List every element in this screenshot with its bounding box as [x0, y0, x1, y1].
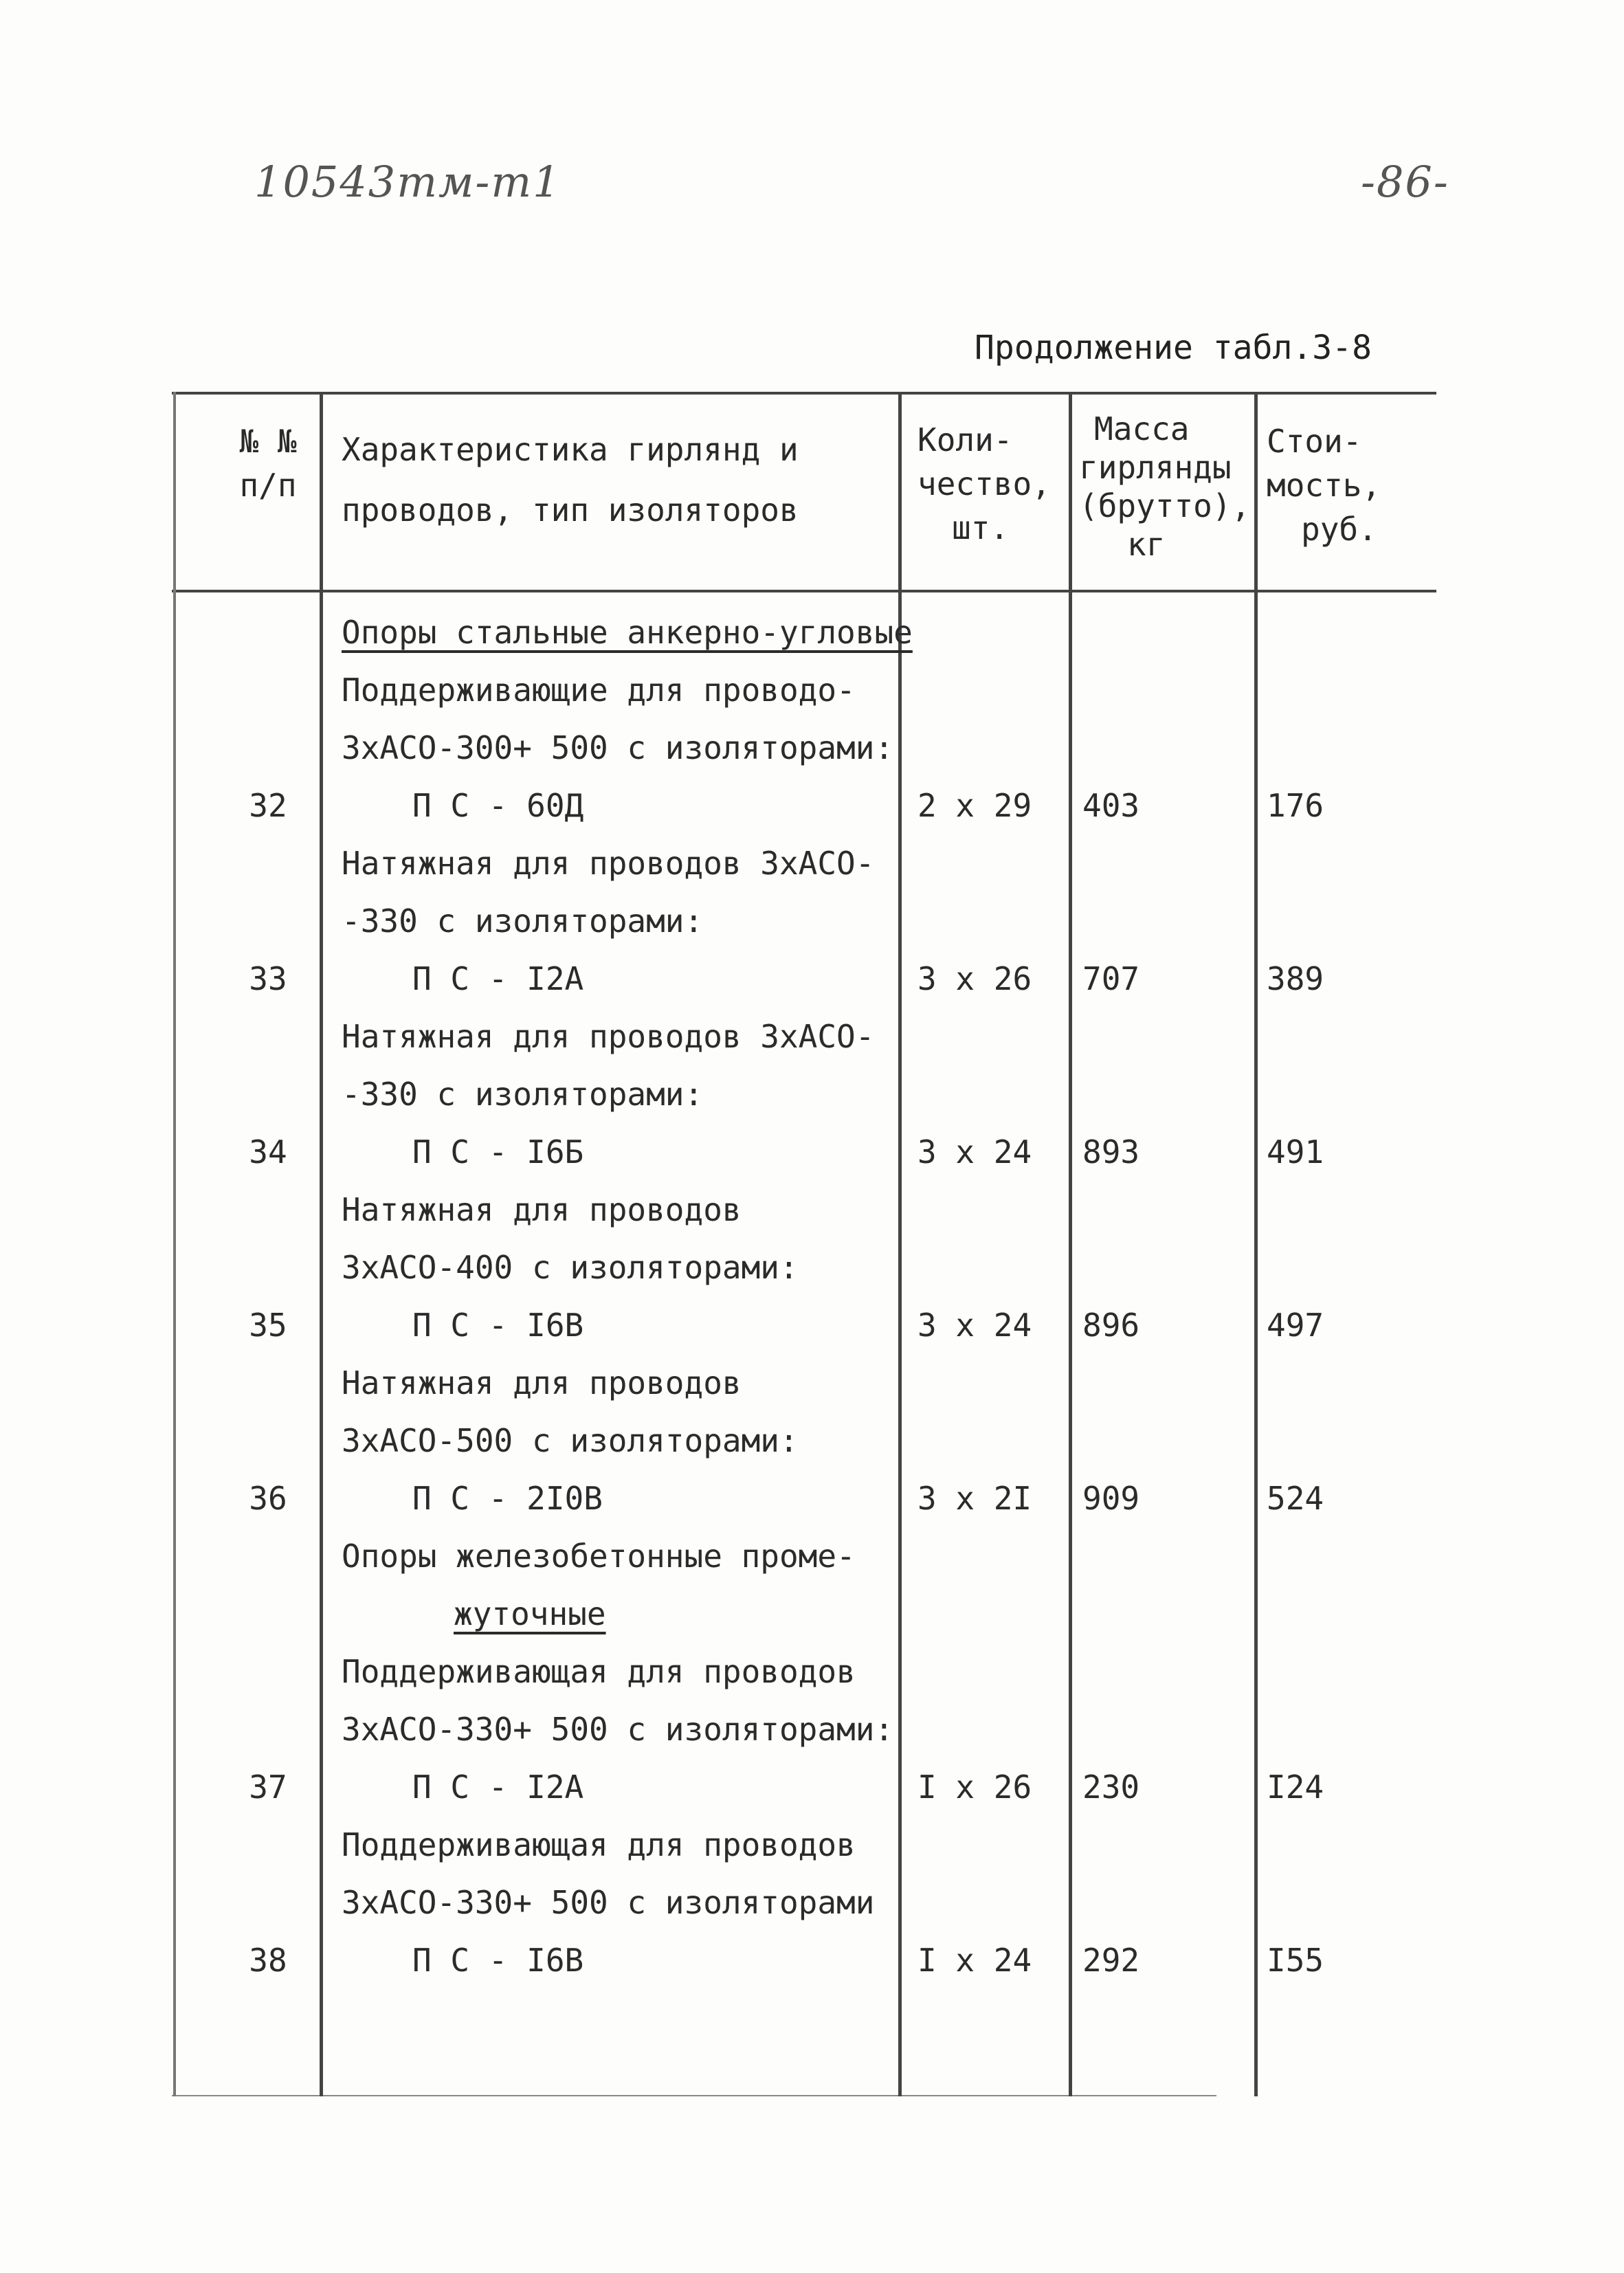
header-qty-line: шт.: [952, 509, 1010, 546]
header-desc: [342, 419, 799, 540]
row-cost: I55: [1267, 1942, 1324, 1979]
row-description: 3хАСО-330+ 500 с изоляторами:: [342, 1711, 894, 1748]
row-cost: 524: [1267, 1480, 1324, 1517]
row-mass: 230: [1082, 1768, 1140, 1806]
row-mass: 707: [1082, 960, 1140, 997]
header-mass: [1079, 410, 1250, 564]
row-quantity: I х 26: [917, 1768, 1032, 1806]
row-mass: 403: [1082, 787, 1140, 824]
column-divider-num: [320, 392, 323, 2096]
table-left-border: [173, 392, 176, 2096]
row-number: 33: [249, 960, 287, 997]
row-description: -330 с изоляторами:: [342, 902, 704, 940]
section-heading: жуточные: [454, 1595, 606, 1632]
insulator-type: П С - 2I0В: [412, 1480, 603, 1517]
document-code: 10543тм-т1: [254, 157, 561, 207]
row-description: 3хАСО-400 с изоляторами:: [342, 1249, 799, 1286]
row-description: Опоры железобетонные проме-: [342, 1538, 856, 1575]
header-mass-line: гирлянды: [1079, 449, 1232, 486]
row-number: 32: [249, 787, 287, 824]
header-desc-line: проводов, тип изоляторов: [342, 491, 799, 529]
insulator-type: П С - 60Д: [412, 787, 584, 824]
row-description: Натяжная для проводов: [342, 1364, 742, 1401]
header-qty-line: Коли-: [917, 421, 1013, 458]
row-mass: 896: [1082, 1307, 1140, 1344]
row-quantity: I х 24: [917, 1942, 1032, 1979]
header-num-line: п/п: [239, 467, 297, 504]
row-cost: 176: [1267, 787, 1324, 824]
header-mass-line: Масса: [1094, 410, 1190, 447]
row-quantity: 3 х 24: [917, 1307, 1032, 1344]
header-num-line: № №: [239, 423, 297, 460]
table-bottom-rule: [172, 2095, 1216, 2096]
page-number: -86-: [1361, 157, 1449, 207]
row-number: 38: [249, 1942, 287, 1979]
header-cost: [1267, 419, 1381, 551]
header-desc-line: Характеристика гирлянд и: [342, 431, 799, 468]
row-mass: 909: [1082, 1480, 1140, 1517]
insulator-type: П С - I6В: [412, 1307, 584, 1344]
insulator-type: П С - I6В: [412, 1942, 584, 1979]
row-mass: 893: [1082, 1133, 1140, 1171]
section-heading: Опоры стальные анкерно-угловые: [342, 614, 913, 651]
row-mass: 292: [1082, 1942, 1140, 1979]
header-num: [230, 419, 306, 507]
row-cost: I24: [1267, 1768, 1324, 1806]
row-number: 34: [249, 1133, 287, 1171]
row-cost: 491: [1267, 1133, 1324, 1171]
row-number: 35: [249, 1307, 287, 1344]
header-mass-line: кг: [1127, 526, 1166, 563]
row-quantity: 3 х 2I: [917, 1480, 1032, 1517]
row-quantity: 3 х 26: [917, 960, 1032, 997]
row-description: Поддерживающая для проводов: [342, 1653, 856, 1690]
insulator-type: П С - I2А: [412, 960, 584, 997]
row-description: 3хАСО-300+ 500 с изоляторами:: [342, 729, 894, 766]
header-cost-line: мость,: [1267, 467, 1381, 504]
row-cost: 389: [1267, 960, 1324, 997]
row-description: 3хАСО-500 с изоляторами:: [342, 1422, 799, 1459]
row-description: Натяжная для проводов: [342, 1191, 742, 1228]
row-quantity: 2 х 29: [917, 787, 1032, 824]
row-description: Поддерживающая для проводов: [342, 1826, 856, 1863]
row-number: 37: [249, 1768, 287, 1806]
row-cost: 497: [1267, 1307, 1324, 1344]
header-cost-line: руб.: [1301, 511, 1377, 548]
header-qty-line: чество,: [917, 465, 1051, 502]
insulator-type: П С - I6Б: [412, 1133, 584, 1171]
insulator-type: П С - I2А: [412, 1768, 584, 1806]
column-divider-mass: [1254, 392, 1258, 2096]
header-mass-line: (брутто),: [1079, 487, 1251, 524]
table-top-rule: [172, 392, 1436, 395]
row-description: Поддерживающие для проводо-: [342, 672, 856, 709]
row-quantity: 3 х 24: [917, 1133, 1032, 1171]
row-description: -330 с изоляторами:: [342, 1076, 704, 1113]
table-continuation-caption: Продолжение табл.3-8: [975, 329, 1372, 367]
header-cost-line: Стои-: [1267, 423, 1362, 460]
row-description: 3хАСО-330+ 500 с изоляторами: [342, 1884, 875, 1921]
header-qty: [917, 418, 1051, 550]
row-description: Натяжная для проводов 3хАСО-: [342, 1018, 875, 1055]
row-description: Натяжная для проводов 3хАСО-: [342, 845, 875, 882]
row-number: 36: [249, 1480, 287, 1517]
table-header-rule: [172, 590, 1436, 592]
column-divider-qty: [1069, 392, 1072, 2096]
